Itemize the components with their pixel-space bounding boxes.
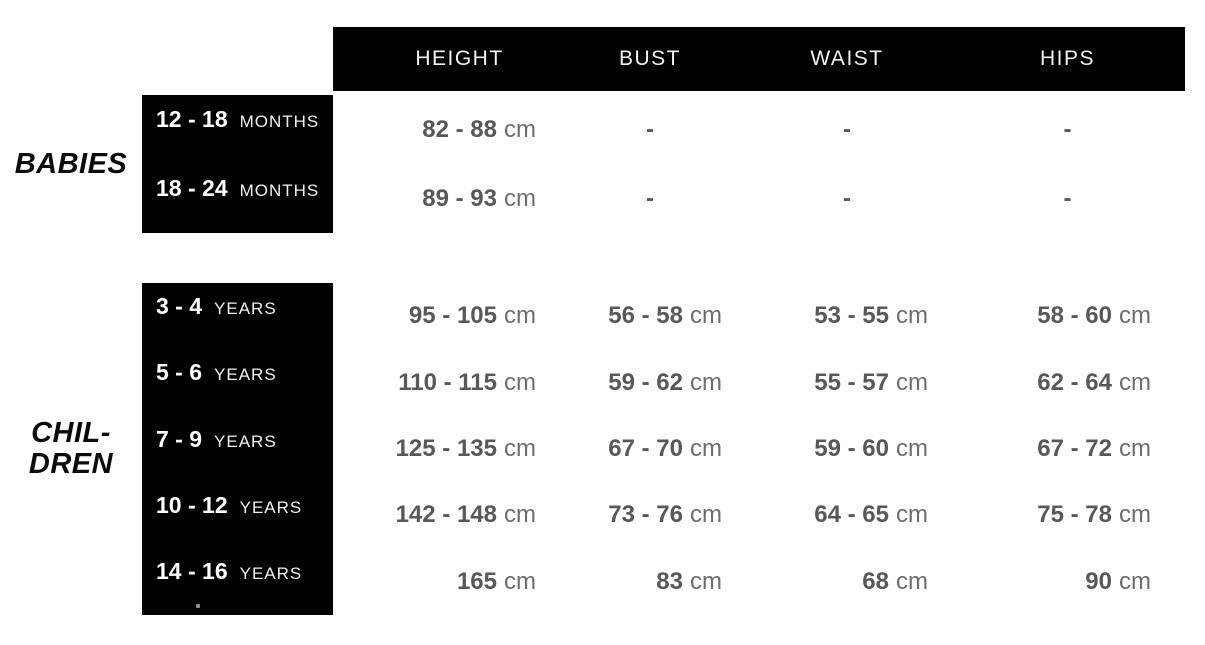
bust-value-empty xyxy=(556,164,744,233)
dash: - xyxy=(646,115,654,143)
waist-value xyxy=(744,283,950,349)
bust-value xyxy=(556,349,744,415)
value-unit: cm xyxy=(1119,434,1151,462)
table-header xyxy=(333,27,1185,91)
value-number: 89 - 93 xyxy=(422,184,497,212)
value-unit: cm xyxy=(690,434,722,462)
value-unit: cm xyxy=(504,302,536,330)
dash: - xyxy=(843,115,851,143)
age-unit: YEARS xyxy=(214,298,277,318)
value-number: 83 xyxy=(656,567,683,595)
children-data-grid xyxy=(333,283,1185,615)
column-header-waist: WAIST xyxy=(810,47,884,70)
bust-value xyxy=(556,482,744,548)
value-number: 165 xyxy=(456,567,497,595)
dash: - xyxy=(1063,184,1072,212)
value-unit: cm xyxy=(690,567,722,595)
value-unit: cm xyxy=(896,434,928,462)
size-row-12-18-months xyxy=(142,95,333,164)
dash: - xyxy=(646,184,654,212)
value-number: 64 - 65 xyxy=(814,501,889,529)
value-unit: cm xyxy=(504,184,536,212)
value-number: 73 - 76 xyxy=(608,501,683,529)
dash: - xyxy=(843,184,851,212)
babies-group xyxy=(0,95,1205,233)
value-number: 53 - 55 xyxy=(814,302,889,330)
value-unit: cm xyxy=(1119,368,1151,396)
hips-value xyxy=(950,549,1185,615)
age-unit: YEARS xyxy=(214,431,277,451)
value-number: 56 - 58 xyxy=(608,302,683,330)
height-value xyxy=(333,349,556,415)
bust-value xyxy=(556,283,744,349)
value-unit: cm xyxy=(504,434,536,462)
column-header-hips: HIPS xyxy=(1039,47,1095,70)
column-header-bust: BUST xyxy=(618,47,681,70)
age-range: 12 - 18 xyxy=(156,106,228,132)
hips-value-empty xyxy=(950,95,1185,164)
hips-value xyxy=(950,416,1185,482)
children-size-box xyxy=(142,283,333,615)
value-unit: cm xyxy=(896,567,928,595)
height-value xyxy=(333,164,556,233)
age-range: 3 - 4 xyxy=(156,292,203,319)
size-row-7-9-years xyxy=(142,416,333,482)
hips-value-empty xyxy=(950,164,1185,233)
value-unit: cm xyxy=(896,302,928,330)
group-label-babies xyxy=(0,95,142,233)
bust-value xyxy=(556,549,744,615)
babies-size-box xyxy=(142,95,333,233)
babies-data-grid xyxy=(333,95,1185,233)
value-unit: cm xyxy=(1119,567,1151,595)
value-number: 67 - 70 xyxy=(608,434,683,462)
hips-value xyxy=(950,349,1185,415)
height-value xyxy=(333,95,556,164)
height-value xyxy=(333,482,556,548)
age-range: 10 - 12 xyxy=(156,491,228,518)
value-number: 59 - 62 xyxy=(608,368,683,396)
bust-value xyxy=(556,416,744,482)
bust-value-empty xyxy=(556,95,744,164)
value-number: 110 - 115 xyxy=(398,368,497,396)
age-unit: MONTHS xyxy=(239,112,320,131)
size-row-text xyxy=(156,106,319,133)
value-number: 59 - 60 xyxy=(814,434,889,462)
waist-value xyxy=(744,416,950,482)
age-range: 18 - 24 xyxy=(156,175,228,201)
size-row-5-6-years xyxy=(142,349,333,415)
value-number: 82 - 88 xyxy=(422,115,497,143)
height-value xyxy=(333,416,556,482)
value-number: 55 - 57 xyxy=(814,368,889,396)
height-value xyxy=(333,283,556,349)
value-number: 67 - 72 xyxy=(1037,434,1112,462)
waist-value xyxy=(744,549,950,615)
waist-value xyxy=(744,349,950,415)
age-unit: YEARS xyxy=(214,365,277,385)
size-row-text xyxy=(156,558,302,585)
age-unit: YEARS xyxy=(239,497,303,517)
value-unit: cm xyxy=(1119,501,1151,529)
group-label-line1: CHIL- xyxy=(31,417,111,449)
value-number: 68 xyxy=(862,567,889,595)
size-row-text xyxy=(156,175,319,202)
size-row-18-24-months xyxy=(142,164,333,233)
waist-value xyxy=(744,482,950,548)
value-number: 142 - 148 xyxy=(395,501,497,529)
value-number: 95 - 105 xyxy=(408,302,497,330)
value-unit: cm xyxy=(690,368,722,396)
age-unit: MONTHS xyxy=(239,181,320,200)
value-unit: cm xyxy=(504,501,536,529)
value-number: 125 - 135 xyxy=(395,434,497,462)
age-unit: YEARS xyxy=(239,564,303,584)
group-label-children xyxy=(0,283,142,615)
hips-value xyxy=(950,482,1185,548)
height-value xyxy=(333,549,556,615)
size-row-14-16-years xyxy=(142,549,333,615)
hips-value xyxy=(950,283,1185,349)
group-label-line2: DREN xyxy=(28,448,114,480)
size-row-text xyxy=(156,426,277,453)
age-range: 7 - 9 xyxy=(156,425,203,452)
column-header-height: HEIGHT xyxy=(415,47,504,70)
value-number: 90 xyxy=(1085,567,1112,595)
value-number: 62 - 64 xyxy=(1037,368,1112,396)
size-row-text xyxy=(156,492,302,519)
children-group xyxy=(0,283,1205,615)
value-unit: cm xyxy=(896,368,928,396)
group-label-text: BABIES xyxy=(14,147,128,180)
value-number: 58 - 60 xyxy=(1037,302,1112,330)
waist-value-empty xyxy=(744,95,950,164)
dash: - xyxy=(1063,115,1072,143)
size-row-text xyxy=(156,293,277,320)
value-unit: cm xyxy=(504,567,536,595)
age-range: 5 - 6 xyxy=(156,359,203,386)
age-range: 14 - 16 xyxy=(156,558,228,585)
stray-mark xyxy=(196,604,200,608)
size-row-3-4-years xyxy=(142,283,333,349)
value-unit: cm xyxy=(690,302,722,330)
value-unit: cm xyxy=(690,501,722,529)
size-row-text xyxy=(156,359,277,386)
value-unit: cm xyxy=(504,115,536,143)
value-unit: cm xyxy=(504,368,536,396)
value-number: 75 - 78 xyxy=(1037,501,1112,529)
size-row-10-12-years xyxy=(142,482,333,548)
value-unit: cm xyxy=(1119,302,1151,330)
waist-value-empty xyxy=(744,164,950,233)
value-unit: cm xyxy=(896,501,928,529)
